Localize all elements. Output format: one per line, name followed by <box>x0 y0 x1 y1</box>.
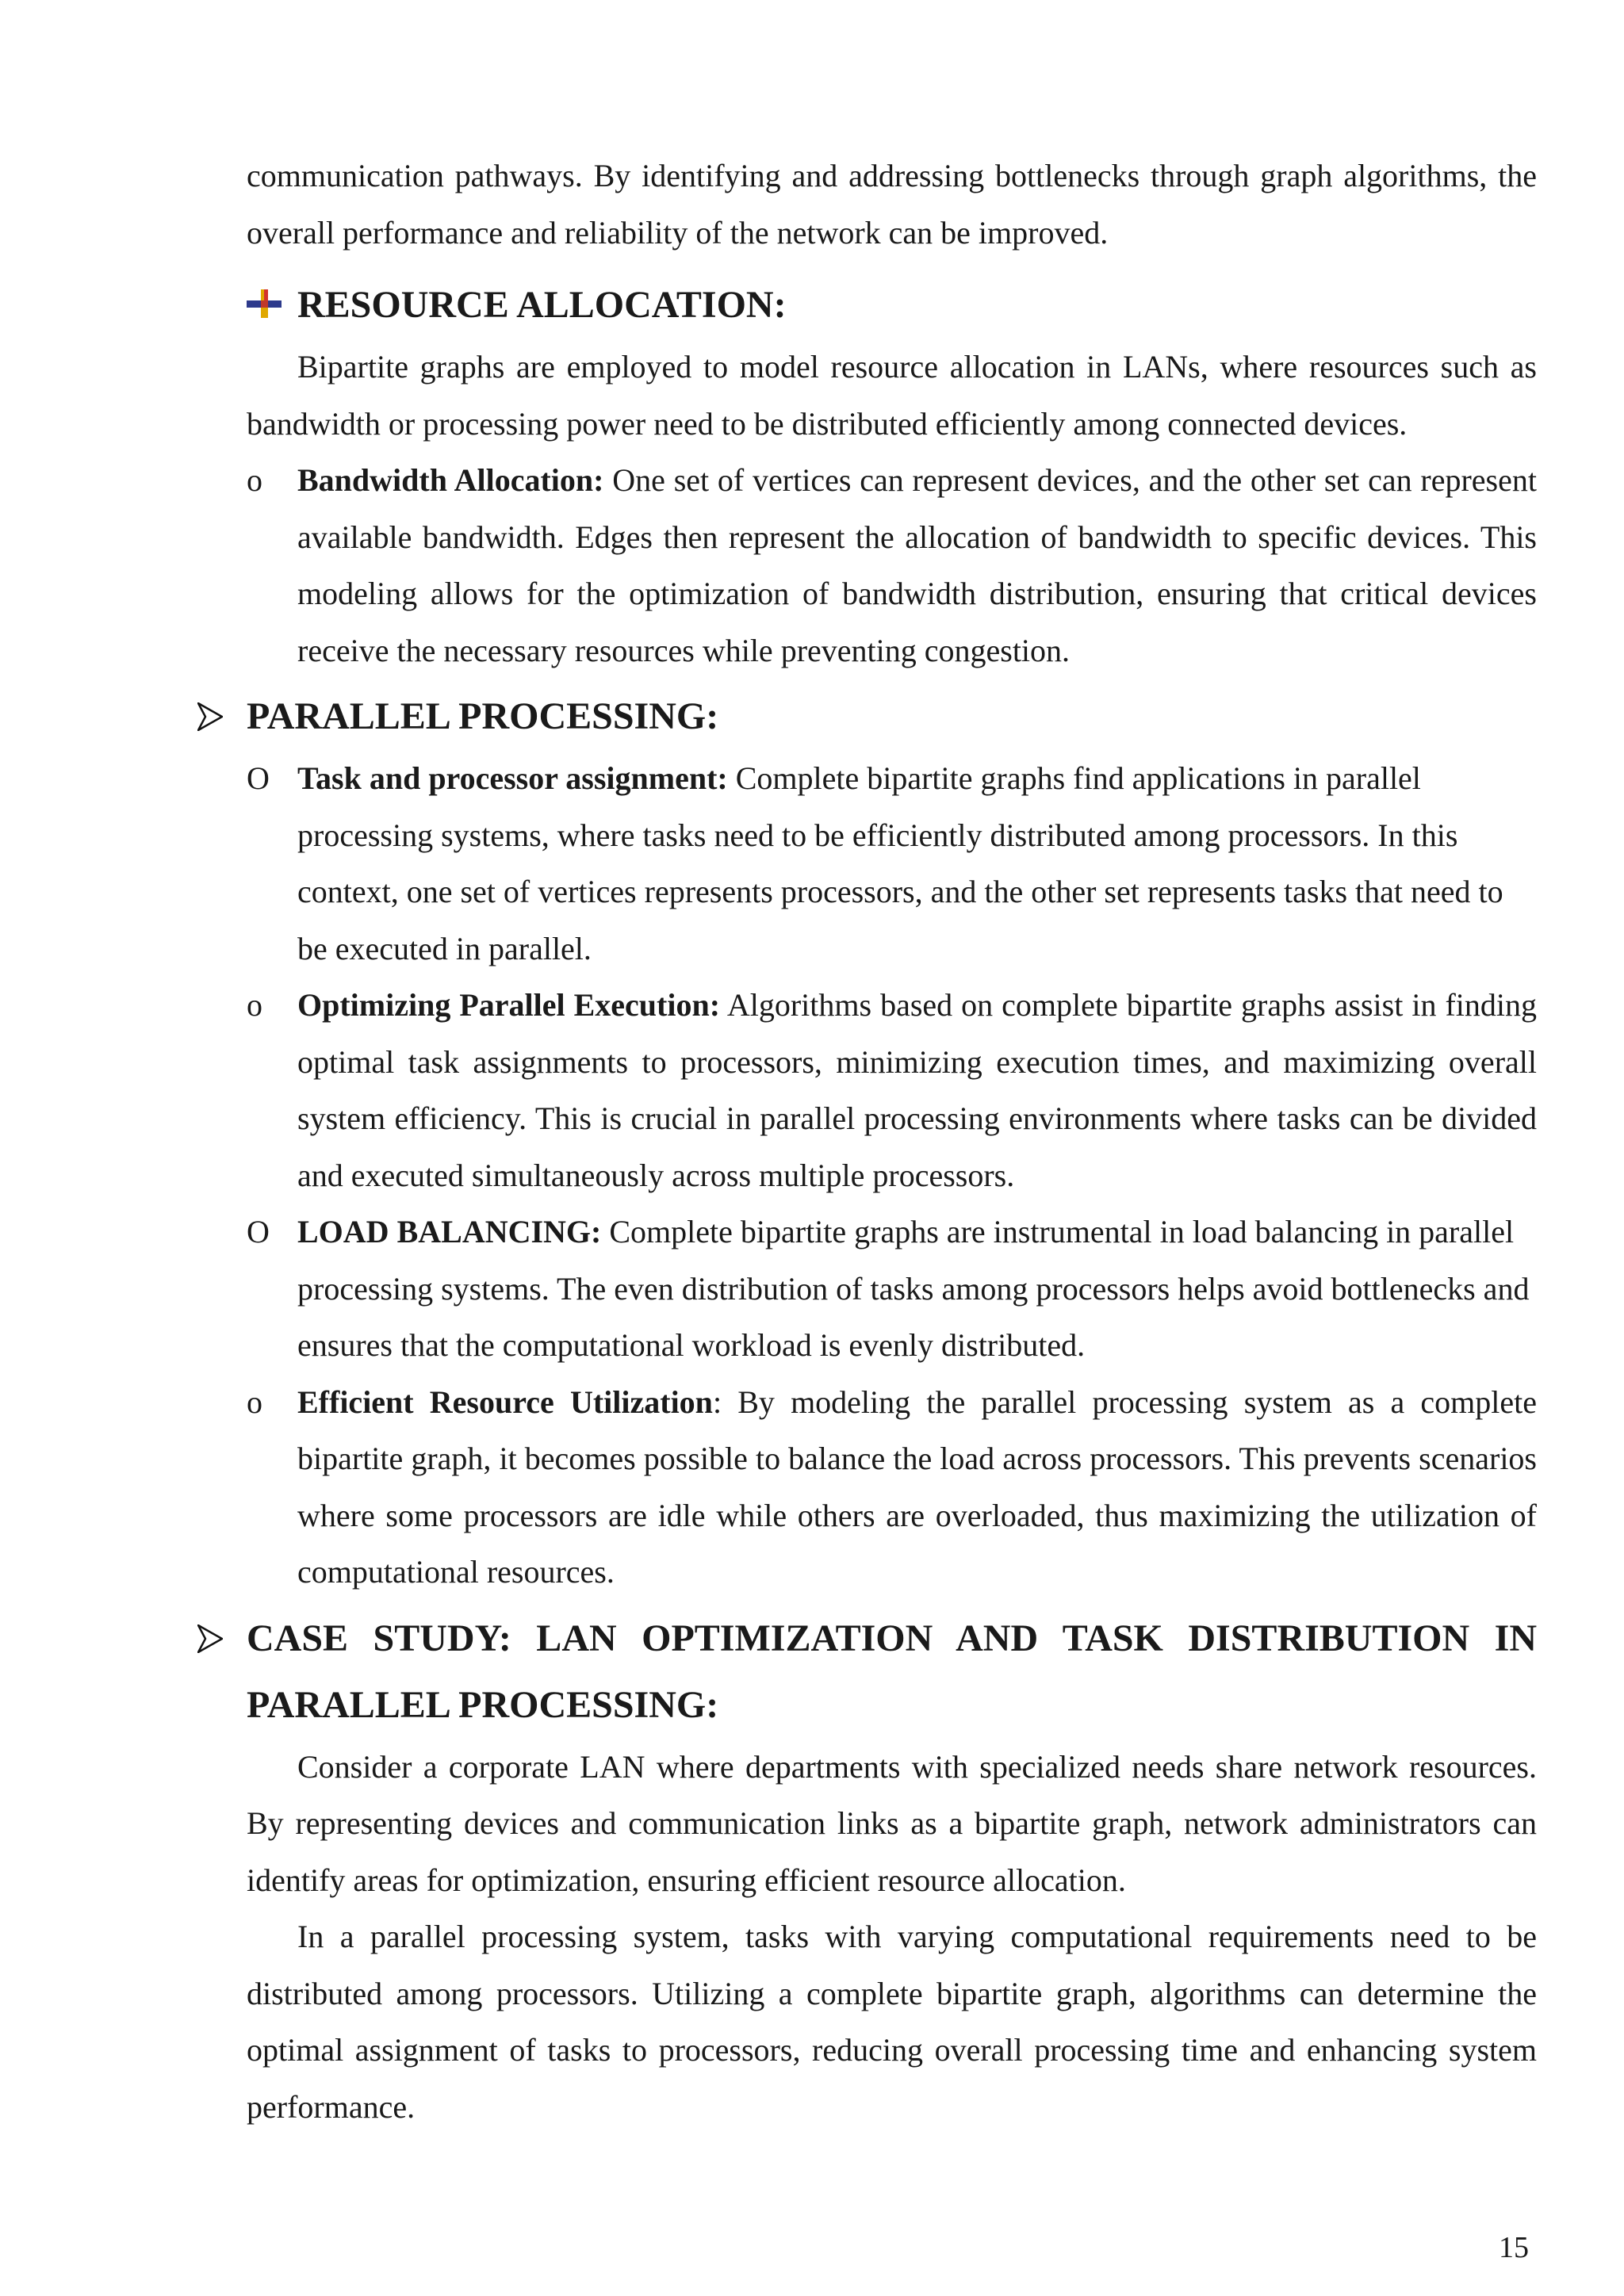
section-heading-case-study-continued <box>247 1672 1537 1739</box>
section-heading-text-line2: PARALLEL PROCESSING: <box>247 1683 719 1726</box>
list-bullet-marker: o <box>247 1383 262 1420</box>
page-number: 15 <box>1499 2231 1529 2264</box>
page-content <box>247 147 1537 2135</box>
list-item-text: : By modeling the parallel processing system as a complete bipartite graph, it becomes possible to balance the load across processors. This prevents scenarios where some processors are idle while others are overloaded, thus maximizing the utilization of computational resources. <box>297 1383 1537 1590</box>
case-study-paragraph-1: Consider a corporate LAN where departments with specialized needs share network resources. By representing devices and communication links as a bipartite graph, network administrators can identify areas for optimization, ensuring efficient resource allocation. <box>247 1748 1537 1898</box>
arrowhead-bullet-icon <box>197 702 223 731</box>
arrowhead-bullet-icon <box>197 1624 223 1653</box>
list-bullet-marker: o <box>247 987 262 1023</box>
list-item-efficient-resource-utilization <box>247 1374 1537 1601</box>
list-bullet-marker: o <box>247 462 262 498</box>
list-item-load-balancing <box>247 1203 1537 1374</box>
list-item-optimizing-parallel-execution <box>247 977 1537 1203</box>
list-item-term: Optimizing Parallel Execution: <box>297 987 721 1023</box>
case-study-paragraph-2: In a parallel processing system, tasks with varying computational requirements need to be distributed among processors. Utilizing a complete bipartite graph, algorithms can determine the optimal assignment of tasks to processors, reducing overall processing time and enhancing system performance. <box>247 1919 1537 2125</box>
resource-allocation-paragraph: Bipartite graphs are employed to model resource allocation in LANs, where resources such as bandwidth or processing power need to be distributed efficiently among connected devices. <box>247 349 1537 442</box>
list-bullet-marker: O <box>247 760 270 796</box>
section-heading-text-line1: CASE STUDY: LAN OPTIMIZATION AND TASK DISTRIBUTION IN <box>247 1617 1537 1659</box>
list-item-term: Efficient Resource Utilization <box>297 1383 713 1420</box>
list-bullet-marker: O <box>247 1214 270 1249</box>
list-item-bandwidth-allocation <box>247 452 1537 679</box>
section-heading-case-study <box>247 1605 1537 1672</box>
list-item-text: One set of vertices can represent devices, and the other set can represent available bandwidth. Edges then represent the allocation of bandwidth to specific devices. This modeling allows for the optimization of bandwidth distribution, ensuring that critical devices receive the necessary resources while preventing congestion. <box>297 462 1537 668</box>
section-heading-text: RESOURCE ALLOCATION: <box>297 284 787 326</box>
plus-cross-bullet-icon <box>247 289 282 318</box>
intro-paragraph: communication pathways. By identifying and addressing bottlenecks through graph algorithms, the overall performance and reliability of the network can be improved. <box>247 158 1537 251</box>
list-item-term: Task and processor assignment: <box>297 760 728 796</box>
section-heading-resource-allocation <box>247 272 1537 339</box>
list-item-text: Complete bipartite graphs find applications in parallel processing systems, where tasks need to be efficiently distributed among processors. In this context, one set of vertices represents processors, and the other set represents tasks that need to be executed in parallel. <box>297 760 1503 966</box>
list-item-term: LOAD BALANCING: <box>297 1214 602 1249</box>
list-item-text: Algorithms based on complete bipartite graphs assist in finding optimal task assignments to processors, minimizing execution times, and maximizing overall system efficiency. This is crucial in parallel processing environments where tasks can be divided and executed simultaneously across multiple processors. <box>297 987 1537 1193</box>
list-item-term: Bandwidth Allocation: <box>297 462 604 498</box>
section-heading-text: PARALLEL PROCESSING: <box>247 695 719 737</box>
list-item-task-processor-assignment <box>247 750 1537 977</box>
list-item-text: Complete bipartite graphs are instrumental in load balancing in parallel processing systems. The even distribution of tasks among processors helps avoid bottlenecks and ensures that the computational workload is evenly distributed. <box>297 1214 1530 1363</box>
section-heading-parallel-processing <box>247 683 1537 750</box>
